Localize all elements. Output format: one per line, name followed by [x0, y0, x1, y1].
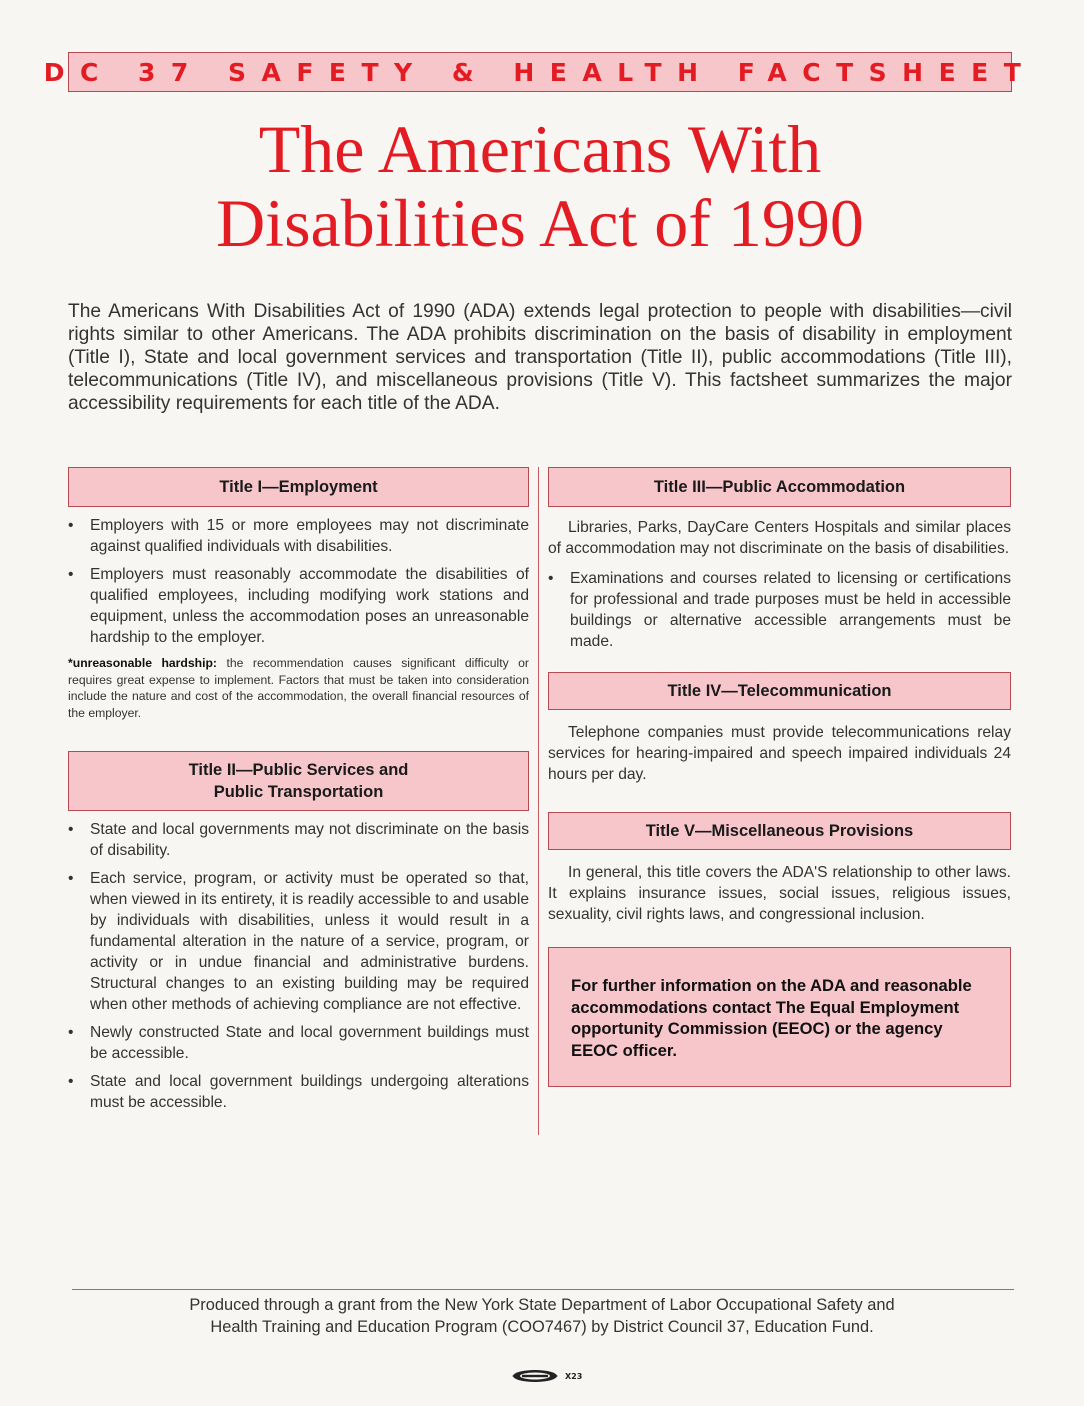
title2-bullet-list [68, 819, 529, 1113]
footer-line-1: Produced through a grant from the New York State Department of Labor Occupational Safety and [189, 1296, 895, 1314]
note-term: *unreasonable hardship: [68, 656, 217, 670]
title4-body: Telephone companies must provide telecommunications relay services for hearing-impaired and speech impaired individuals 24 hours per day. [548, 724, 1011, 783]
list-item: • State and local government buildings undergoing alterations must be accessible. [68, 1071, 529, 1113]
list-item: • Examinations and courses related to licensing or certifications for professional and trade purposes must be held in accessible buildings or alternative accessible arrangements must be made. [548, 568, 1011, 652]
contact-box [548, 947, 1011, 1087]
page-title [68, 112, 1012, 260]
list-item: • Employers with 15 or more employees may not discriminate against qualified individuals with disabilities. [68, 515, 529, 557]
title-line-1: The Americans With [258, 111, 822, 187]
title3-heading-text: Title III—Public Accommodation [653, 478, 906, 496]
intro-paragraph: The Americans With Disabilities Act of 1990 (ADA) extends legal protection to people with disabilities—civil rights similar to other Americans. The ADA prohibits discrimination on the basis of disability in employment (Title I), State and local government services and transportation (Title II), public accommodations (Title III), telecommunications (Title IV), and miscellaneous provisions (Title V). This factsheet summarizes the major accessibility requirements for each title of the ADA. [68, 301, 1012, 414]
left-column [68, 467, 529, 1120]
title3-heading [548, 467, 1011, 507]
title2-heading [68, 751, 529, 811]
banner-text: DC 37 SAFETY & HEALTH FACTSHEET [43, 57, 1037, 87]
footer-divider [72, 1289, 1014, 1290]
footer-credit [120, 1294, 964, 1338]
list-item: • Employers must reasonably accommodate the disabilities of qualified employees, including modifying work stations and equipment, unless the accommodation poses an unreasonable hardship to the employer. [68, 564, 529, 648]
list-item: • Each service, program, or activity must be operated so that, when viewed in its entirety, it is readily accessible to and usable by individuals with disabilities, unless it would result in a fundamental alteration in the nature of a service, program, or activity or in undue financial and administrative burdens. Structural changes to an existing building may be required when other methods of achieving compliance are not effective. [68, 868, 529, 1015]
title5-heading-text: Title V—Miscellaneous Provisions [645, 822, 914, 840]
title3-bullet-list [548, 568, 1011, 652]
title4-heading [548, 672, 1011, 710]
title-line-2: Disabilities Act of 1990 [216, 185, 864, 261]
title5-heading [548, 812, 1011, 850]
union-bug-icon [508, 1368, 562, 1389]
list-item: • State and local governments may not discriminate on the basis of disability. [68, 819, 529, 861]
title2-heading-line-1: Title II—Public Services and [188, 761, 409, 779]
column-divider [538, 467, 539, 1135]
page-code: X23 [565, 1372, 583, 1381]
title2-heading-line-2: Public Transportation [213, 783, 384, 801]
right-column [548, 467, 1011, 1087]
list-item: • Newly constructed State and local government buildings must be accessible. [68, 1022, 529, 1064]
contact-text: For further information on the ADA and reasonable accommodations contact The Equal Employment opportunity Commission (EEOC) or the agency EEOC officer. [571, 976, 972, 1060]
title1-bullet-list [68, 515, 529, 648]
factsheet-banner [43, 52, 1037, 92]
title3-body: Libraries, Parks, DayCare Centers Hospitals and similar places of accommodation may not discriminate on the basis of disabilities. [548, 519, 1011, 557]
title1-heading [68, 467, 529, 507]
hardship-note [68, 655, 529, 721]
note-text: the recommendation causes significant difficulty or requires great expense to implement. Factors that must be taken into consideration include the nature and cost of the accommodation, the overall financial resources of the employer. [68, 656, 529, 720]
title4-heading-text: Title IV—Telecommunication [667, 682, 892, 700]
footer-line-2: Health Training and Education Program (COO7467) by District Council 37, Education Fund. [210, 1318, 874, 1336]
title1-heading-text: Title I—Employment [219, 478, 378, 496]
title5-body: In general, this title covers the ADA'S relationship to other laws. It explains insurance issues, social issues, religious issues, sexuality, civil rights laws, and congressional inclusion. [548, 864, 1011, 923]
